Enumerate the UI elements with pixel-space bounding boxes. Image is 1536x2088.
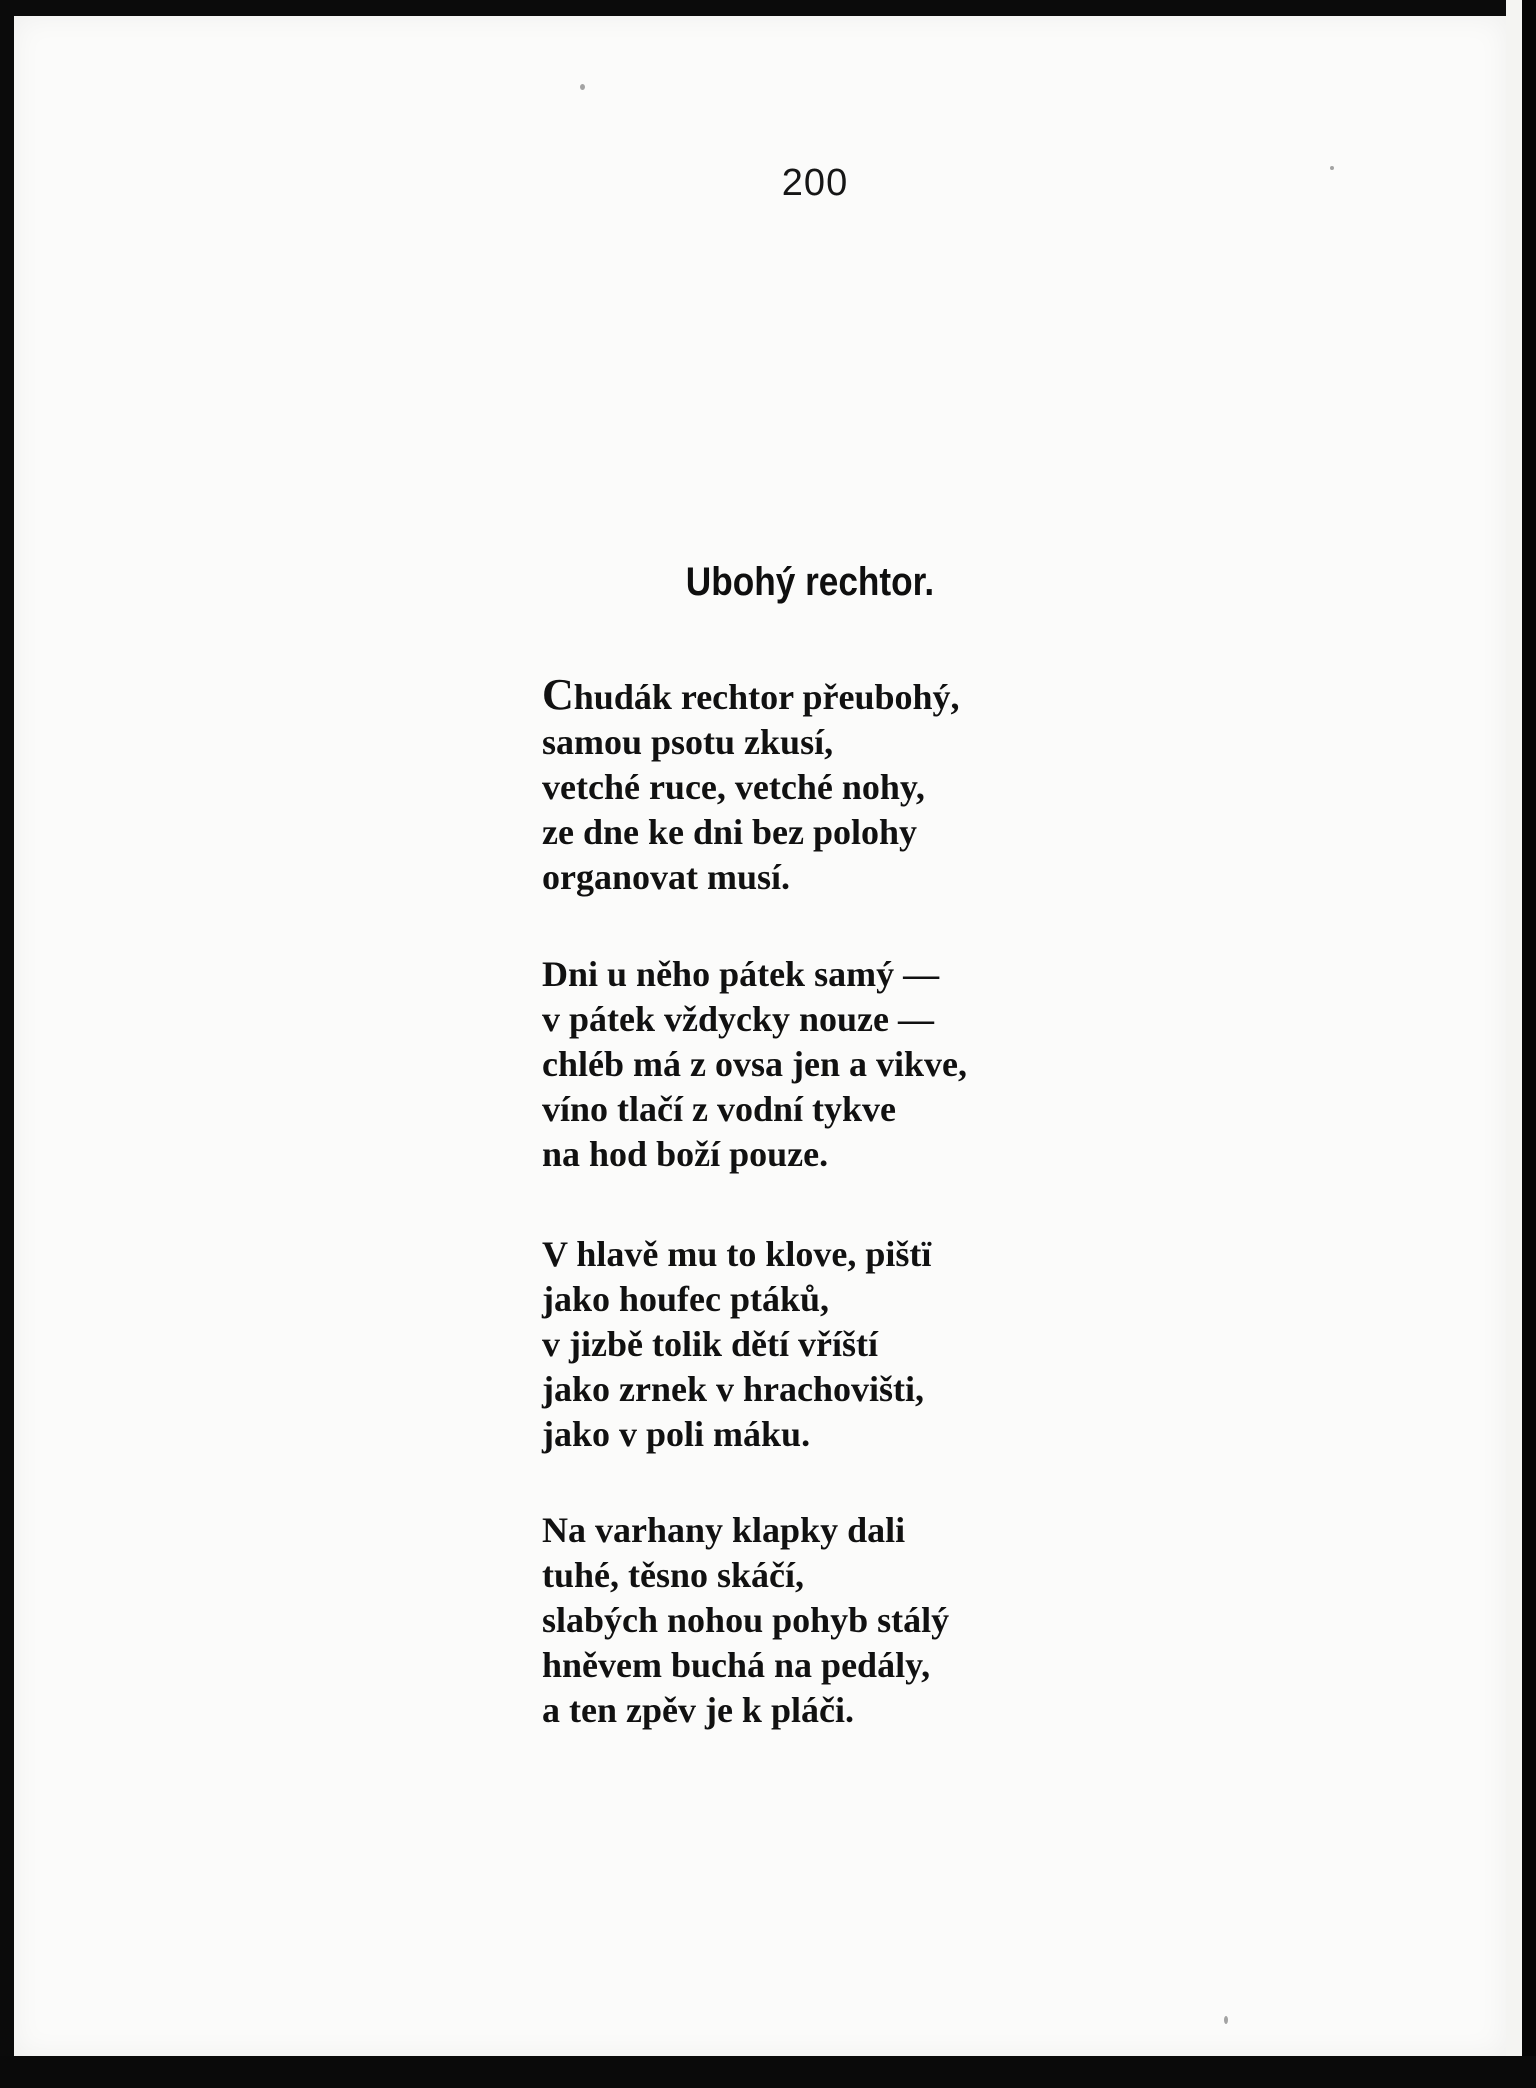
verse-line: jako houfec ptáků,: [542, 1279, 830, 1319]
scan-border-right: [1522, 0, 1536, 2088]
stanza-2: [542, 952, 1082, 1177]
verse-line: tuhé, těsno skáčí,: [542, 1555, 805, 1595]
stanza-3: [542, 1232, 1082, 1457]
verse-line: v pátek vždycky nouze —: [542, 999, 935, 1039]
verse-line: Chudák rechtor přeubohý,: [542, 670, 960, 719]
verse-line: a ten zpěv je k pláči.: [542, 1690, 854, 1730]
stanza-4: [542, 1508, 1082, 1733]
verse-line: organovat musí.: [542, 857, 791, 897]
verse-line: jako zrnek v hrachovišti,: [542, 1369, 924, 1409]
verse-line: víno tlačí z vodní tykve: [542, 1089, 897, 1129]
verse-line: chléb má z ovsa jen a vikve,: [542, 1044, 967, 1084]
scan-border-bottom: [0, 2056, 1536, 2088]
page-number: 200: [781, 162, 849, 204]
verse-line: hněvem buchá na pedály,: [542, 1645, 931, 1685]
verse-line: samou psotu zkusí,: [542, 722, 834, 762]
verse-line: na hod boží pouze.: [542, 1134, 829, 1174]
verse-line: slabých nohou pohyb stálý: [542, 1600, 950, 1640]
verse-line: Dni u něho pátek samý —: [542, 954, 940, 994]
verse-line: Na varhany klapky dali: [542, 1510, 906, 1550]
page-edge-right: [1506, 0, 1522, 2088]
verse-line: vetché ruce, vetché nohy,: [542, 767, 925, 807]
verse-line: ze dne ke dni bez polohy: [542, 812, 918, 852]
speck: [580, 84, 585, 90]
poem-title: Ubohý rechtor.: [685, 560, 935, 604]
verse-line: V hlavě mu to klove, pištï: [542, 1234, 932, 1274]
speck: [1330, 166, 1334, 170]
verse-line: v jizbě tolik dětí vříští: [542, 1324, 878, 1364]
stanza-1: [542, 672, 1082, 900]
verse-line: jako v poli máku.: [542, 1414, 811, 1454]
speck: [1224, 2016, 1228, 2024]
